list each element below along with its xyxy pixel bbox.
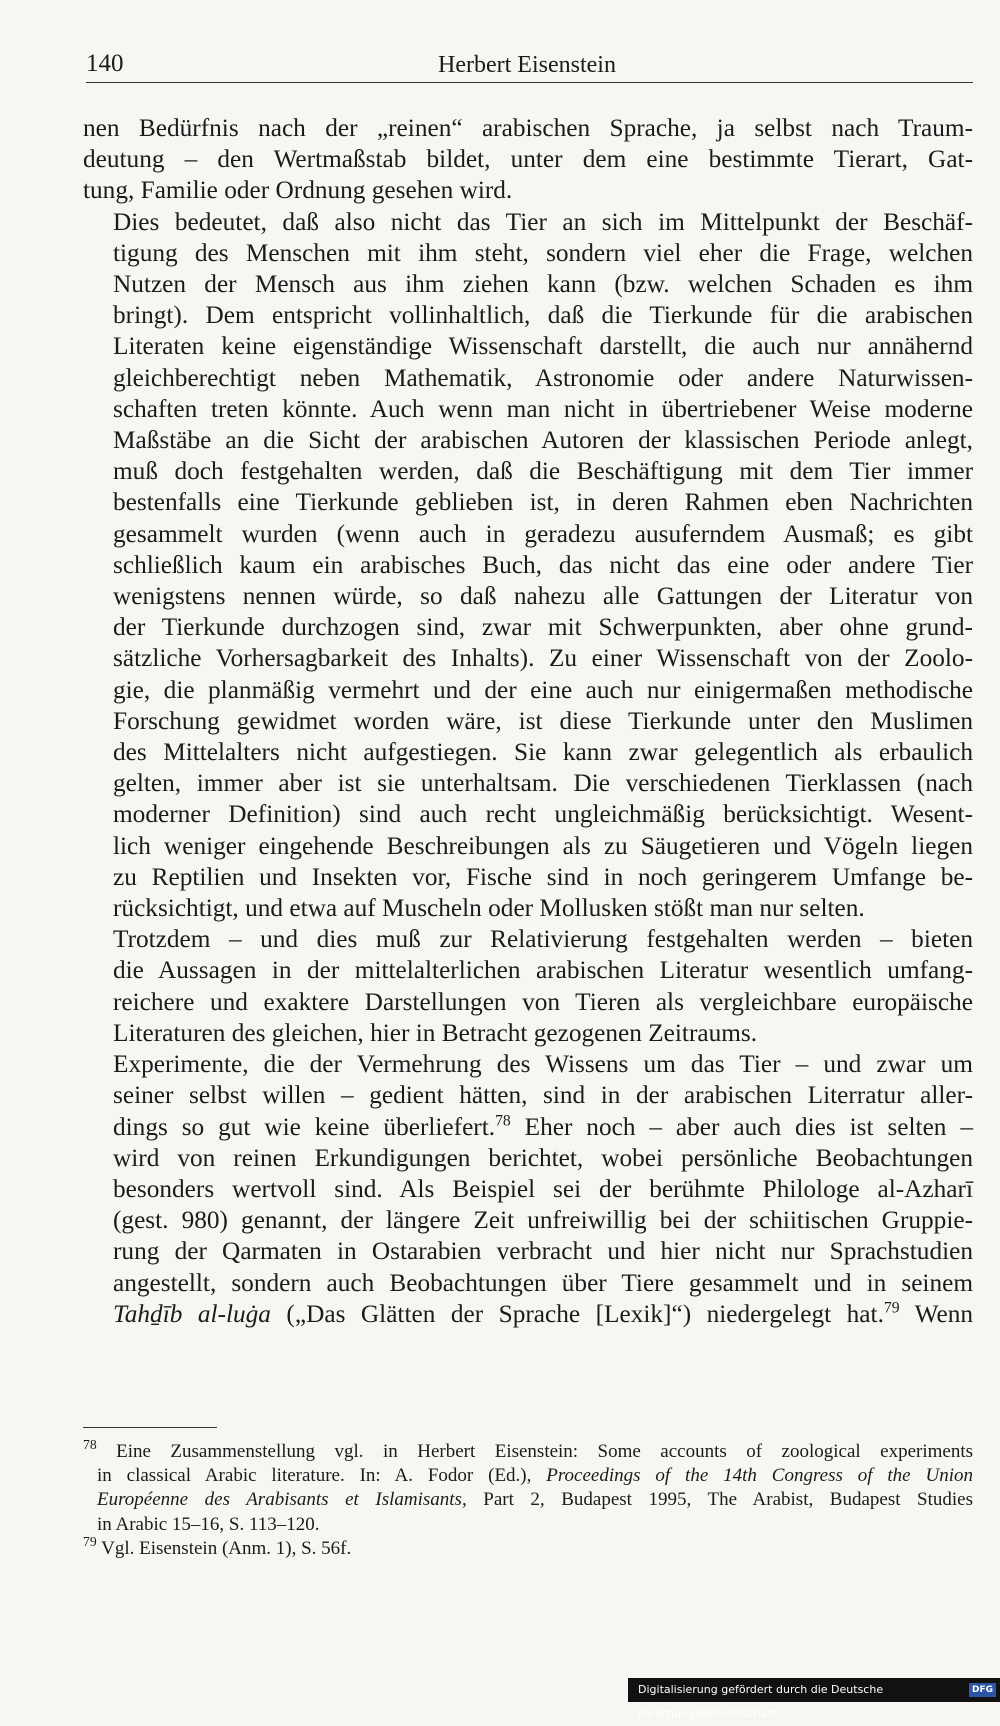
text-line: angestellt, sondern auch Beobachtungen über Tiere gesammelt und in seinem bbox=[113, 1268, 973, 1297]
text-line: des Mittelalters nicht aufgestiegen. Sie kann zwar gelegentlich als erbaulich bbox=[113, 738, 973, 767]
paragraph bbox=[83, 113, 973, 207]
text-line bbox=[83, 1112, 973, 1143]
text-run: („Das Glätten der Sprache [Lexik]“) niedergelegt hat. bbox=[270, 1299, 884, 1328]
footnote-79 bbox=[83, 1533, 973, 1561]
text-line: bringt). Dem entspricht vollinhaltlich, daß die Tierkunde für die arabischen bbox=[113, 301, 973, 330]
footnote-line: in Arabic 15–16, S. 113–120. bbox=[97, 1513, 320, 1535]
footnote-text: Eine Zusammenstellung vgl. in Herbert Eisenstein: Some accounts of zoological experiments bbox=[116, 1441, 973, 1462]
text-line: Trotzdem – und dies muß zur Relativierung festgehalten werden – bieten bbox=[113, 925, 973, 954]
text-line: der Tierkunde durchzogen sind, zwar mit Schwerpunkten, aber ohne grund- bbox=[113, 613, 973, 642]
running-header bbox=[86, 50, 973, 83]
text-line: tigung des Menschen mit ihm steht, sondern viel eher die Frage, welchen bbox=[113, 238, 973, 267]
dfg-logo: DFG bbox=[969, 1683, 996, 1697]
footnote-line bbox=[83, 1464, 973, 1488]
text-line: besonders wertvoll sind. Als Beispiel sei der berühmte Philologe al-Azharī bbox=[113, 1174, 973, 1203]
footnote-line bbox=[83, 1533, 973, 1561]
footnote-number: 78 bbox=[83, 1436, 97, 1452]
text-line: gesammelt wurden (wenn auch in geradezu ausuferndem Ausmaß; es gibt bbox=[113, 519, 973, 548]
main-text bbox=[83, 113, 973, 1330]
text-line: Experimente, die der Vermehrung des Wissens um das Tier – und zwar um bbox=[113, 1050, 973, 1079]
text-line: rücksichtigt, und etwa auf Muscheln oder Mollusken stößt man nur selten. bbox=[113, 894, 865, 923]
text-line: Forschung gewidmet worden wäre, ist diese Tierkunde unter den Muslimen bbox=[113, 706, 973, 735]
text-line: wird von reinen Erkundigungen berichtet, wobei persönliche Beobachtungen bbox=[113, 1143, 973, 1172]
running-title: Herbert Eisenstein bbox=[438, 52, 616, 78]
text-line: Dies bedeutet, daß also nicht das Tier an sich im Mittelpunkt der Beschäf- bbox=[113, 207, 973, 236]
text-line: gie, die planmäßig vermehrt und der eine auch nur einigermaßen methodische bbox=[113, 675, 973, 704]
footnotes bbox=[83, 1436, 974, 1561]
footnote-78 bbox=[83, 1436, 974, 1537]
text-line: Nutzen der Mensch aus ihm ziehen kann (bzw. welchen Schaden es ihm bbox=[113, 270, 973, 299]
footnote-text: Vgl. Eisenstein (Anm. 1), S. 56f. bbox=[101, 1537, 352, 1559]
paragraph bbox=[83, 924, 973, 1049]
footnote-divider bbox=[83, 1427, 217, 1428]
footnote-line bbox=[83, 1488, 973, 1512]
text-line: sätzliche Vorhersagbarkeit des Inhalts). Zu einer Wissenschaft von der Zoolo- bbox=[113, 644, 973, 673]
footnote-italic: Proceedings of the 14th Congress of the Union bbox=[546, 1465, 973, 1487]
footnote-ref-79[interactable]: 79 bbox=[883, 1299, 900, 1317]
footnote-number: 79 bbox=[83, 1533, 97, 1549]
text-line: seiner selbst willen – gedient hätten, sind in der arabischen Literratur aller- bbox=[113, 1081, 973, 1110]
text-line: reichere und exaktere Darstellungen von Tieren als vergleichbare europäische bbox=[113, 987, 973, 1016]
text-line: gelten, immer aber ist sie unterhaltsam. Die verschiedenen Tierklassen (nach bbox=[113, 769, 973, 798]
text-line: lich weniger eingehende Beschreibungen als zu Säugetieren und Vögeln liegen bbox=[113, 831, 973, 860]
text-line: deutung – den Wertmaßstab bildet, unter dem eine bestimmte Tierart, Gat- bbox=[83, 145, 973, 174]
text-line: Maßstäbe an die Sicht der arabischen Autoren der klassischen Periode anlegt, bbox=[113, 426, 973, 455]
book-title: Tahḏīb al-luġa bbox=[113, 1299, 271, 1328]
page-number: 140 bbox=[86, 50, 124, 77]
text-line: Literaturen des gleichen, hier in Betracht gezogenen Zeitraums. bbox=[113, 1018, 758, 1047]
footnote-italic: Européenne des Arabisants et Islamisants, bbox=[97, 1489, 467, 1511]
text-line: bestenfalls eine Tierkunde geblieben ist, in deren Rahmen eben Nachrichten bbox=[113, 488, 973, 517]
text-line: Literaten keine eigenständige Wissenschaft darstellt, die auch nur annähernd bbox=[113, 332, 973, 361]
text-line: tung, Familie oder Ordnung gesehen wird. bbox=[83, 176, 513, 205]
text-line: wenigstens nennen würde, so daß nahezu alle Gattungen der Literatur von bbox=[113, 582, 973, 611]
footnote-text: in classical Arabic literature. In: A. Fodor (Ed.), bbox=[97, 1465, 547, 1487]
text-line: zu Reptilien und Insekten vor, Fische sind in noch geringerem Umfange be- bbox=[113, 862, 973, 891]
text-line: rung der Qarmaten in Ostarabien verbracht und hier nicht nur Sprachstudien bbox=[113, 1237, 973, 1266]
footer-text: Digitalisierung gefördert durch die Deutsche Forschungsgemeinschaft - bbox=[638, 1683, 884, 1720]
text-line bbox=[83, 1299, 973, 1330]
text-line: schließlich kaum ein arabisches Buch, das nicht das eine oder andere Tier bbox=[113, 550, 973, 579]
footnote-text: Part 2, Budapest 1995, The Arabist, Budapest Studies bbox=[466, 1489, 974, 1511]
text-run: Wenn bbox=[899, 1299, 973, 1328]
footnote-ref-78[interactable]: 78 bbox=[495, 1112, 511, 1130]
text-line: gleichberechtigt neben Mathematik, Astronomie oder andere Naturwissen- bbox=[113, 363, 973, 392]
text-line: (gest. 980) genannt, der längere Zeit unfreiwillig bei der schiitischen Gruppie- bbox=[113, 1206, 973, 1235]
digitization-footer bbox=[628, 1678, 1000, 1720]
text-line: die Aussagen in der mittelalterlichen arabischen Literatur wesentlich umfang- bbox=[113, 956, 973, 985]
text-line: moderner Definition) sind auch recht ungleichmäßig berücksichtigt. Wesent- bbox=[113, 800, 973, 829]
text-run: Eher noch – aber auch dies ist selten – bbox=[510, 1112, 973, 1141]
text-run: dings so gut wie keine überliefert. bbox=[113, 1112, 496, 1141]
text-line: nen Bedürfnis nach der „reinen“ arabischen Sprache, ja selbst nach Traum- bbox=[83, 114, 973, 142]
paragraph bbox=[83, 1049, 973, 1330]
text-line: schaften treten könnte. Auch wenn man nicht in übertriebener Weise moderne bbox=[113, 394, 973, 423]
text-line: muß doch festgehalten werden, daß die Beschäftigung mit dem Tier immer bbox=[113, 457, 973, 486]
footnote-line bbox=[83, 1436, 973, 1464]
paragraph bbox=[83, 207, 973, 925]
